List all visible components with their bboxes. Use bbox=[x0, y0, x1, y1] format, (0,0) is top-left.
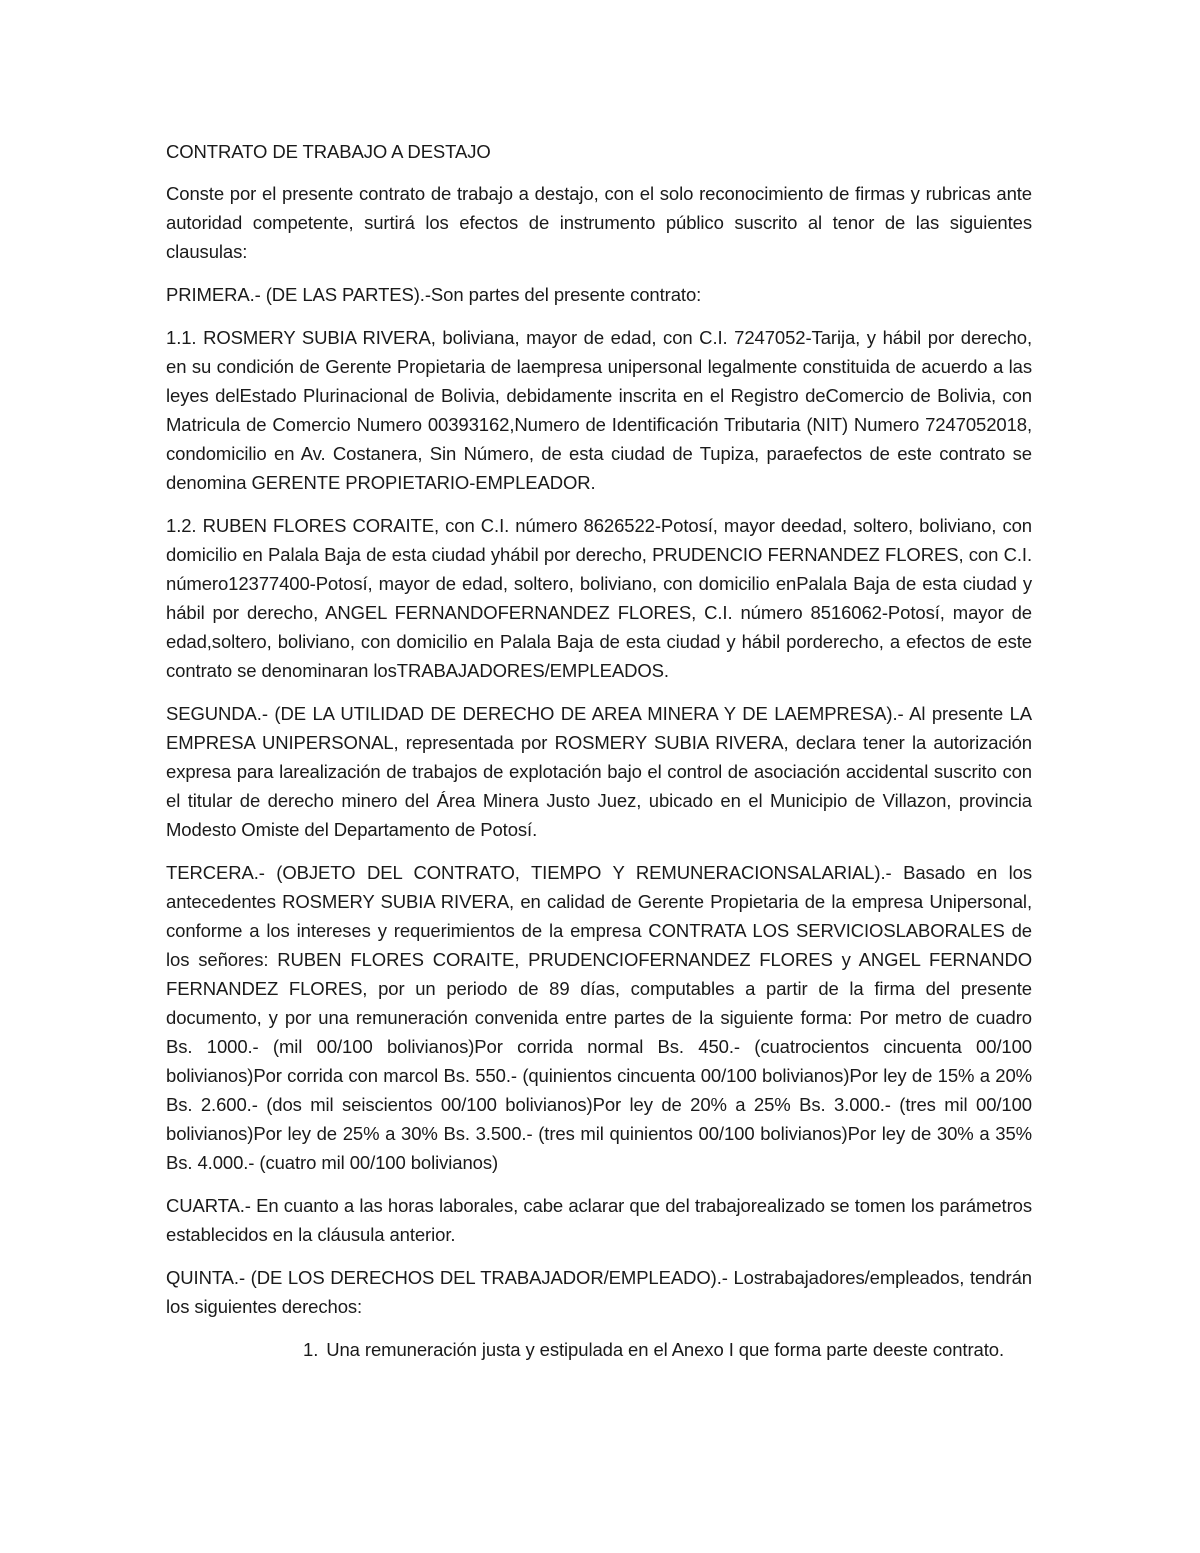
paragraph-tercera: TERCERA.- (OBJETO DEL CONTRATO, TIEMPO Y REMUNERACIONSALARIAL).- Basado en los antecedentes ROSMERY SUBIA RIVERA, en calidad de Gerente Propietaria de la empresa Unipersonal, conforme a los intereses y requerimientos de la empresa CONTRATA LOS SERVICIOSLABORALES de los señores: RUBEN FLORES CORAITE, PRUDENCIOFERNANDEZ FLORES y ANGEL FERNANDO FERNANDEZ FLORES, por un periodo de 89 días, computables a partir de la firma del presente documento, y por una remuneración convenida entre partes de la siguiente forma: Por metro de cuadro Bs. 1000.- (mil 00/100 bolivianos)Por corrida normal Bs. 450.- (cuatrocientos cincuenta 00/100 bolivianos)Por corrida con marcol Bs. 550.- (quinientos cincuenta 00/100 bolivianos)Por ley de 15% a 20% Bs. 2.600.- (dos mil seiscientos 00/100 bolivianos)Por ley de 20% a 25% Bs. 3.000.- (tres mil 00/100 bolivianos)Por ley de 25% a 30% Bs. 3.500.- (tres mil quinientos 00/100 bolivianos)Por ley de 30% a 35% Bs. 4.000.- (cuatro mil 00/100 bolivianos) bbox=[166, 862, 1032, 1173]
rights-list bbox=[166, 1335, 1032, 1364]
paragraph-segunda: SEGUNDA.- (DE LA UTILIDAD DE DERECHO DE AREA MINERA Y DE LAEMPRESA).- Al presente LA EMPRESA UNIPERSONAL, representada por ROSMERY SUBIA RIVERA, declara tener la autorización expresa para larealización de trabajos de explotación bajo el control de asociación accidental suscrito con el titular de derecho minero del Área Minera Justo Juez, ubicado en el Municipio de Villazon, provincia Modesto Omiste del Departamento de Potosí. bbox=[166, 703, 1032, 840]
paragraph-clause-1-2: 1.2. RUBEN FLORES CORAITE, con C.I. número 8626522-Potosí, mayor deedad, soltero, boliviano, con domicilio en Palala Baja de esta ciudad yhábil por derecho, PRUDENCIO FERNANDEZ FLORES, con C.I. número12377400-Potosí, mayor de edad, soltero, boliviano, con domicilio enPalala Baja de esta ciudad y hábil por derecho, ANGEL FERNANDOFERNANDEZ FLORES, C.I. número 8516062-Potosí, mayor de edad,soltero, boliviano, con domicilio en Palala Baja de esta ciudad y hábil porderecho, a efectos de este contrato se denominaran losTRABAJADORES/EMPLEADOS. bbox=[166, 515, 1032, 681]
paragraph-cuarta: CUARTA.- En cuanto a las horas laborales, cabe aclarar que del trabajorealizado se tomen los parámetros establecidos en la cláusula anterior. bbox=[166, 1195, 1032, 1245]
document-title: CONTRATO DE TRABAJO A DESTAJO bbox=[166, 141, 491, 162]
paragraph-primera: PRIMERA.- (DE LAS PARTES).-Son partes del presente contrato: bbox=[166, 284, 702, 305]
paragraph-clause-1-1: 1.1. ROSMERY SUBIA RIVERA, boliviana, mayor de edad, con C.I. 7247052-Tarija, y hábil por derecho, en su condición de Gerente Propietaria de laempresa unipersonal legalmente constituida de acuerdo a las leyes delEstado Plurinacional de Bolivia, debidamente inscrita en el Registro deComercio de Bolivia, con Matricula de Comercio Numero 00393162,Numero de Identificación Tributaria (NIT) Numero 7247052018, condomicilio en Av. Costanera, Sin Número, de esta ciudad de Tupiza, paraefectos de este contrato se denomina GERENTE PROPIETARIO-EMPLEADOR. bbox=[166, 327, 1032, 493]
list-item-text: Una remuneración justa y estipulada en el Anexo I que forma parte deeste contrato. bbox=[326, 1339, 1004, 1360]
paragraph-intro: Conste por el presente contrato de trabajo a destajo, con el solo reconocimiento de firmas y rubricas ante autoridad competente, surtirá los efectos de instrumento público suscrito al tenor de las siguientes clausulas: bbox=[166, 183, 1032, 262]
paragraph-quinta: QUINTA.- (DE LOS DERECHOS DEL TRABAJADOR/EMPLEADO).- Lostrabajadores/empleados, tendrán los siguientes derechos: bbox=[166, 1267, 1032, 1317]
list-item bbox=[303, 1335, 1032, 1364]
list-item-number: 1. bbox=[303, 1339, 319, 1360]
document-page bbox=[166, 137, 1032, 1364]
